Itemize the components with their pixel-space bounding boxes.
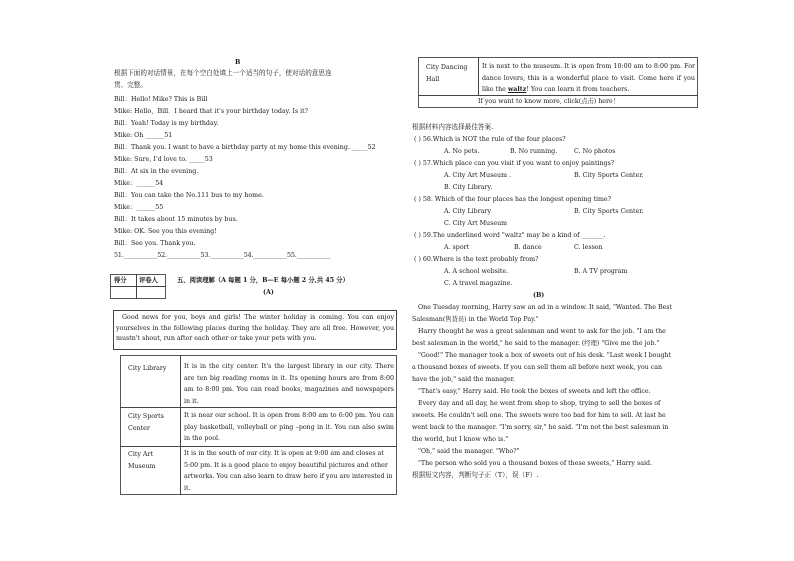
q60-option-a: A. A school website.	[444, 268, 509, 275]
q58-option-a: A. City Library	[444, 208, 492, 215]
more-info-link[interactable]: If you want to know more, click(点击) here！	[478, 98, 620, 105]
q56-option-b: B. No running.	[510, 148, 558, 155]
answer-blanks-line: 51.___________52.___________53.___________54.___________55.___________	[114, 252, 331, 259]
story-line: One Tuesday morning, Harry saw an ad in a window. It said, "Wanted. The Best	[418, 304, 673, 311]
q58-option-b: B. City Sports Center.	[574, 208, 644, 215]
questions-instruction: 根据材料内容选择最佳答案.	[412, 123, 494, 131]
q57-option-c: B. City Library.	[444, 184, 493, 191]
q60-option-b: B. A TV program	[574, 268, 628, 275]
q56-option-c: C. No photos	[574, 148, 616, 155]
q59-option-b: B. dance	[514, 244, 542, 251]
story-line: the world, but I know who is."	[412, 436, 509, 443]
dialogue-line: Mike: Hello，Bill．I heard that it’s your birthday today. Is it?	[114, 108, 309, 115]
story-line: went back to the manager. "I'm sorry, sir," he said. "I'm not the best salesman in	[412, 424, 669, 431]
dialogue-instruction-line-1: 根据下面的对话情景，在每个空白处填上一个适当的句子，使对话的意思连	[114, 69, 332, 77]
judge-instruction: 根据短文内容，判断句子正（T），误（F）.	[412, 471, 539, 479]
place-desc-art-museum: It is in the south of our city. It is open at 9:00 am and closes at 5:00 pm. It is a good place to enjoy beautiful pictures and other artworks. You can also learn to draw here if you are interested in it.	[184, 450, 393, 492]
story-line: Salesman(售货员) in the World Top Pay."	[412, 316, 539, 323]
dialogue-line: Bill：At six in the evening.	[114, 168, 199, 175]
story-line: a thousand boxes of sweets. If you can sell them all before next week, you can	[412, 364, 663, 371]
dialogue-line: Bill：It takes about 15 minutes by bus.	[114, 216, 238, 223]
q57-option-a: A. City Art Museum .	[444, 172, 512, 179]
dialogue-line: Bill：You can take the No.111 bus to my home.	[114, 192, 264, 199]
story-line: "Good!" The manager took a box of sweets out of his desk. "Last week I bought	[418, 352, 672, 359]
q57-option-b: B. City Sports Center.	[574, 172, 644, 179]
q56-option-a: A. No pets.	[444, 148, 480, 155]
question-56: ( ) 56.Which is NOT the rule of the four places?	[414, 136, 566, 143]
q59-option-c: C. lesson	[574, 244, 603, 251]
q58-option-c: C. City Art Museum	[444, 220, 508, 227]
dialogue-line: Mike: Sure, I’d love to. _____53	[114, 156, 213, 163]
dialogue-instruction-line-2: 贯、完整。	[114, 81, 147, 89]
underlined-word-waltz: waltz	[507, 86, 527, 93]
question-60: ( ) 60.Where is the text probably from?	[414, 256, 539, 263]
place-desc-sports-center: It is near our school. It is open from 8:00 am to 6:00 pm. You can play basketball, volleyball or ping –pong in it. You can also swim in the pool.	[184, 412, 394, 442]
story-line: "Oh," said the manager. "Who?"	[418, 448, 520, 455]
story-line: sweets. He couldn't sell one. The sweets were too bad for him to sell. At last he	[412, 412, 666, 419]
dialogue-line: Bill：Yeah! Today is my birthday.	[114, 120, 219, 127]
dialogue-line: Bill：Thank you. I want to have a birthday party at my home this evening. _____52	[114, 144, 376, 151]
section-b-label: B	[235, 59, 241, 66]
place-name-library: City Library	[128, 365, 167, 372]
question-57: ( ) 57.Which place can you visit if you want to enjoy paintings?	[414, 160, 615, 167]
dialogue-line: Mike: OK. See you this evening!	[114, 228, 217, 235]
q59-option-a: A. sport	[444, 244, 470, 251]
place-name-sports-center: City Sports Center	[128, 413, 164, 432]
dialogue-line: Bill：See you. Thank you.	[114, 240, 196, 247]
place-desc-library: It is in the city center. It's the largest library in our city. There are ten big reading rooms in it. Its opening hours are from 8:00 am to 8:00 pm. You can read books, magazines and newspapers in it.	[184, 363, 394, 405]
place-name-dancing-hall: City Dancing Hall	[426, 64, 468, 83]
intro-text: Good news for you, boys and girls! The winter holiday is coming. You can enjoy yourselves in the following places during the holiday. They are all free. However, you mustn't shout, run after each other or take your pets with you.	[116, 314, 394, 342]
story-line: Every day and all day, he went from shop to shop, trying to sell the boxes of	[418, 400, 661, 407]
dialogue-line: Mike：______55	[114, 204, 164, 211]
section-five-title: 五、阅读理解（A 每题 1 分，B—E 每小题 2 分,共 45 分）	[177, 277, 349, 284]
question-58: ( ) 58. Which of the four places has the longest opening time?	[414, 196, 612, 203]
story-line: "The person who sold you a thousand boxes of these sweets," Harry said.	[418, 460, 653, 467]
dialogue-line: Mike: Oh ______51	[114, 132, 173, 139]
story-line: best salesman in the world," he said to the manager. (经理) "Give me the job."	[412, 340, 660, 347]
score-label: 得分	[114, 277, 127, 284]
passage-b-label: (B)	[533, 292, 545, 299]
dialogue-line: Mike：______54	[114, 180, 164, 187]
question-59: ( ) 59.The underlined word "waltz" may be a kind of _______.	[414, 232, 606, 239]
place-desc-dancing-hall: It is next to the museum. It is open from 10:00 am to 8:00 pm. For dance lovers, this is a wonderful place to visit. Come here if you like the waltz! You can learn it from teachers.	[482, 63, 695, 93]
story-line: have the job," said the manager.	[412, 376, 516, 383]
place-name-art-museum: City Art Museum	[128, 451, 156, 470]
story-line: Harry thought he was a great salesman and went to ask for the job. "I am the	[418, 328, 666, 335]
grader-label: 评卷人	[139, 277, 158, 284]
q60-option-c: C. A travel magazine.	[444, 280, 513, 287]
story-line: "That's easy," Harry said. He took the boxes of sweets and left the office.	[418, 388, 651, 395]
passage-a-label: (A)	[263, 289, 274, 296]
dialogue-line: Bill：Hello! Mike? This is Bill	[114, 96, 208, 103]
